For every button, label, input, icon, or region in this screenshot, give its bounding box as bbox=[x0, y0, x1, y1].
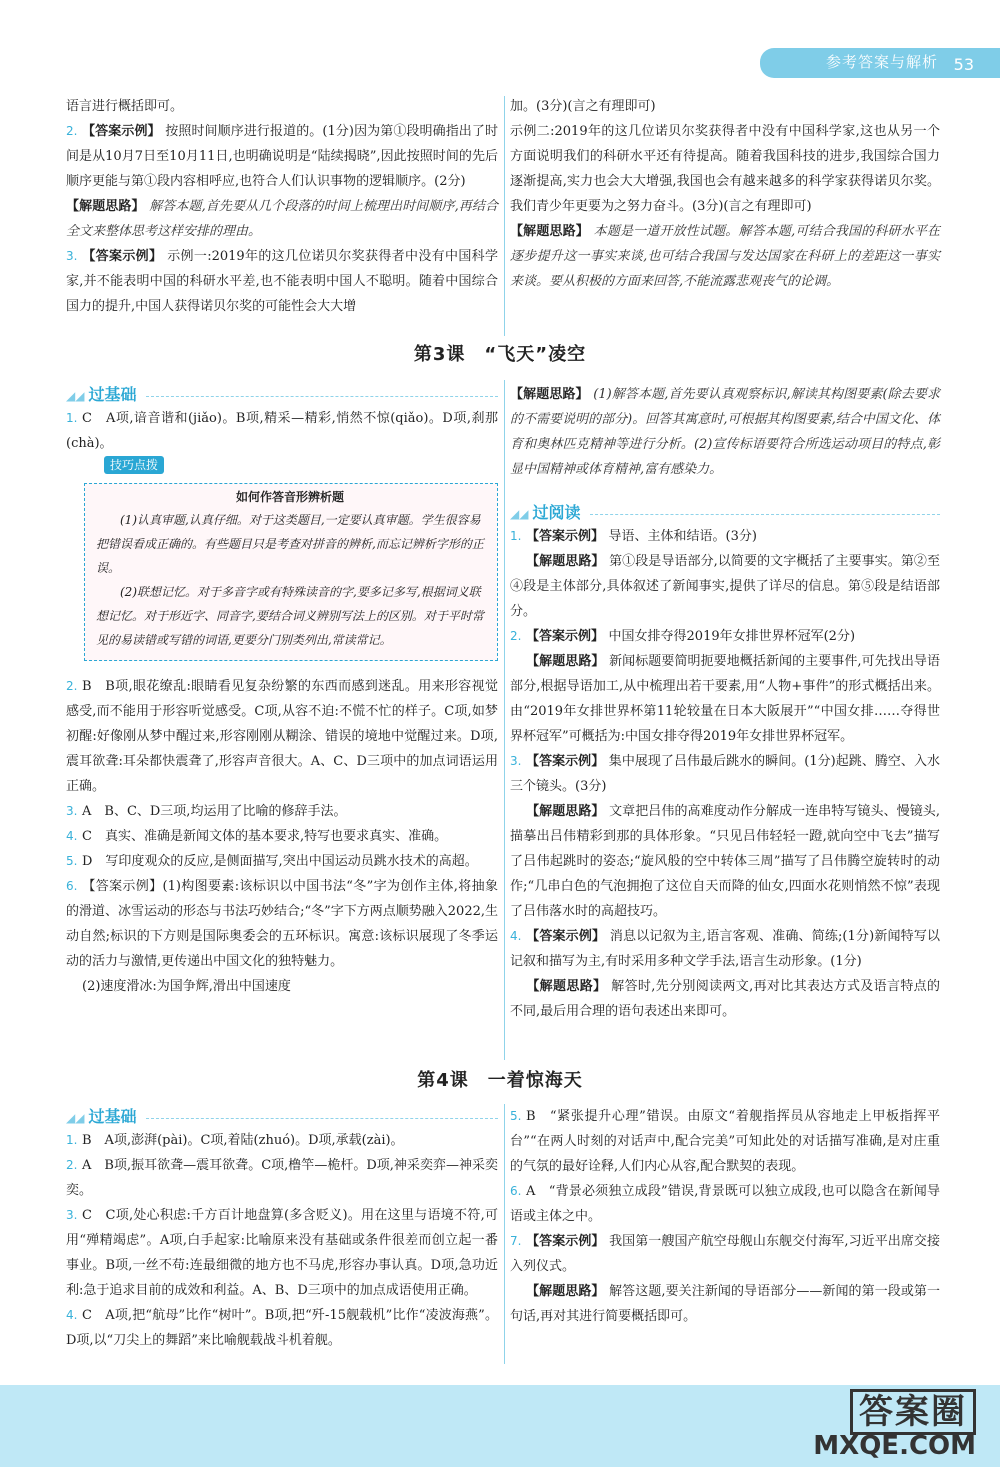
entry-text: 集中展现了吕伟最后跳水的瞬间。(1分)起跳、腾空、入水三个镜头。(3分) bbox=[510, 754, 940, 794]
answer-tag: 【解题思路】 bbox=[526, 554, 610, 569]
lesson4-right-entry bbox=[510, 1179, 940, 1229]
lesson4-left-entry bbox=[66, 1128, 498, 1153]
entry-text: C A项,把“航母”比作“树叶”。B项,把“歼-15舰载机”比作“凌波海燕”。D项,以“刀尖上的舞蹈”来比喻舰载战斗机着舰。 bbox=[66, 1308, 498, 1348]
lesson3-right-top bbox=[510, 382, 940, 482]
lesson3-left-entry bbox=[66, 874, 498, 974]
answer-tag: 【答案示例】 bbox=[526, 629, 609, 644]
entry-text: 中国女排夺得2019年女排世界杯冠军(2分) bbox=[608, 629, 856, 644]
lesson3-left-items bbox=[66, 406, 498, 456]
entry-text: C 真实、准确是新闻文体的基本要求,特写也要求真实、准确。 bbox=[82, 829, 448, 844]
item-number: 5. bbox=[66, 854, 78, 868]
entry-text: 【答案示例】(1)构图要素:该标识以中国书法“冬”字为创作主体,将抽象的滑道、冰雪运动的形态与书法巧妙结合;“冬”字下方两点顺势融入2022,生动自然;标识的下方则是国际奥委会的五环标识。寓意:该标识展现了冬季运动的活力与激情,更传递出中国文化的独特魅力。 bbox=[66, 879, 498, 969]
item-number: 6. bbox=[66, 879, 78, 893]
entry-text: A B、C、D三项,均运用了比喻的修辞手法。 bbox=[82, 804, 347, 819]
tip-paragraph: (2)联想记忆。对于多音字或有特殊读音的字,要多记多写,根据词义联想记忆。对于形近字、同音字,要结合词义辨别写法上的区别。对于平时常见的易读错或写错的词语,更要分门别类列出,常读常记。 bbox=[96, 585, 484, 647]
lesson3-left-entry bbox=[66, 849, 498, 874]
lesson4-right-entry bbox=[510, 1104, 940, 1179]
item-number: 4. bbox=[66, 1308, 78, 1322]
top-left-entry bbox=[66, 119, 498, 194]
entry-text: B “紧张提升心理”错误。由原文“着舰指挥员从容地走上甲板指挥平台”“在两人时刻的对话声中,配合完美”可知此处的对话描写准确,是对庄重的气氛的最好诠释,人们内心从容,配合默契的表现。 bbox=[510, 1109, 940, 1174]
item-number: 3. bbox=[510, 754, 522, 768]
answer-tag: 【解题思路】 bbox=[526, 654, 610, 669]
lesson3-basic-heading: ◢◢ 过基础 bbox=[66, 382, 498, 406]
item-number: 2. bbox=[66, 124, 78, 138]
tip-title: 如何作答音形辨析题 bbox=[235, 490, 344, 504]
entry-text: A B项,振耳欲聋—震耳欲聋。C项,橹竿—桅杆。D项,神采奕弈—神采奕奕。 bbox=[66, 1158, 498, 1198]
top-left-column bbox=[66, 94, 498, 319]
lesson4-right-entry bbox=[510, 1229, 940, 1279]
item-number: 4. bbox=[510, 929, 522, 943]
entry-text: 解答本题,首先要从几个段落的时间上梳理出时间顺序,再结合全文来整体思考这样安排的理由。 bbox=[66, 199, 498, 239]
entry-text: 解答这题,要关注新闻的导语部分——新闻的第一段或第一句话,再对其进行简要概括即可。 bbox=[510, 1284, 940, 1324]
entry-text: D 写印度观众的反应,是侧面描写,突出中国运动员跳水技术的高超。 bbox=[82, 854, 478, 869]
item-number: 2. bbox=[66, 1158, 78, 1172]
item-number: 1. bbox=[510, 529, 522, 543]
tip-body bbox=[96, 508, 488, 652]
lesson3-right-items bbox=[510, 524, 940, 1024]
entry-text: 本题是一道开放性试题。解答本题,可结合我国的科研水平在逐步提升这一事实来谈,也可结合我国与发达国家在科研上的差距这一事实来谈。要从积极的方面来回答,不能流露悲观丧气的论调。 bbox=[510, 224, 940, 289]
top-left-entry bbox=[66, 194, 498, 244]
lesson3-right-entry bbox=[510, 649, 940, 749]
item-number: 6. bbox=[510, 1184, 522, 1198]
item-number: 2. bbox=[66, 679, 78, 693]
column-divider-mid bbox=[504, 380, 505, 1060]
entry-text: B B项,眼花缭乱:眼睛看见复杂纷繁的东西而感到迷乱。用来形容视觉感受,而不能用于形容听觉感受。C项,从容不迫:不慌不忙的样子。C项,如梦初醒:好像刚从梦中醒过来,形容刚刚从糊涂、错误的境地中觉醒过来。D项,震耳欲聋:耳朵都快震聋了,形容声音很大。A、C、D三项中的加点词语运用正确。 bbox=[66, 679, 498, 794]
entry-text: 按照时间顺序进行报道的。(1分)因为第①段明确指出了时间是从10月7日至10月11日,也明确说明是“陆续揭晓”,因此按照时间的先后顺序更能与第①段内容相呼应,也符合人们认识事物的逻辑顺序。(2分) bbox=[66, 124, 498, 189]
lesson3-left-entry bbox=[66, 824, 498, 849]
lesson3-left-entry bbox=[66, 974, 498, 999]
entry-text: 导语、主体和结语。(3分) bbox=[608, 529, 757, 544]
entry-text: (2)速度滑冰:为国争辉,滑出中国速度 bbox=[82, 979, 291, 994]
lesson3-right-entry bbox=[510, 749, 940, 799]
top-right-entry bbox=[510, 119, 940, 219]
header-label: 参考答案与解析 bbox=[825, 53, 938, 71]
lesson4-left-items bbox=[66, 1128, 498, 1353]
lesson3-right-entry bbox=[510, 624, 940, 649]
lesson3-right-entry bbox=[510, 382, 940, 482]
answer-tag: 【解题思路】 bbox=[510, 387, 594, 402]
entry-text: C A项,谙音谐和(jiǎo)。B项,精采—精彩,悄然不惊(qiǎo)。D项,刹那(chà)。 bbox=[66, 411, 498, 451]
watermark-site: MXQE.COM bbox=[813, 1431, 976, 1461]
answer-tag: 【解题思路】 bbox=[526, 979, 612, 994]
answer-tag: 【解题思路】 bbox=[526, 1284, 610, 1299]
item-number: 3. bbox=[66, 249, 78, 263]
item-number: 7. bbox=[510, 1234, 522, 1248]
lesson3-left-entry bbox=[66, 406, 498, 456]
entry-text: 加。(3分)(言之有理即可) bbox=[510, 99, 656, 114]
lesson3-right-entry bbox=[510, 524, 940, 549]
tip-badge: 技巧点拨 bbox=[104, 456, 164, 474]
entry-text: (1)解答本题,首先要认真观察标识,解读其构图要素(除去要求的不需要说明的部分)。回答其寓意时,可根据其构图要素,结合中国文化、体育和奥林匹克精神等进行分析。(2)宣传标语要符合所选运动项目的特点,彰显中国精神或体育精神,富有感染力。 bbox=[510, 387, 940, 477]
watermark-logo bbox=[813, 1392, 976, 1461]
item-number: 1. bbox=[66, 1133, 78, 1147]
lesson4-left-entry bbox=[66, 1153, 498, 1203]
entry-text: 解答时,先分别阅读两文,再对比其表达方式及语言特点的不同,最后用合理的语句表述出来即可。 bbox=[510, 979, 941, 1019]
entry-text: C C项,处心积虑:千方百计地盘算(多含贬义)。用在这里与语境不符,可用“殚精竭虑”。A项,白手起家:比喻原来没有基础或条件很差而创立起一番事业。B项,一丝不苟:连最细微的地方也不马虎,形容办事认真。D项,急功近利:急于追求目前的成效和利益。A、B、D三项中的加点成语使用正确。 bbox=[66, 1208, 498, 1298]
top-left-entry bbox=[66, 94, 498, 119]
answer-tag: 【解题思路】 bbox=[526, 804, 610, 819]
lesson3-title: 第3课 “飞天”凌空 bbox=[413, 344, 587, 365]
watermark-main: 答案圈 bbox=[850, 1389, 976, 1435]
entry-text: 新闻标题要简明扼要地概括新闻的主要事件,可先找出导语部分,根据导语加工,从中梳理出若干要素,用“人物+事件”的形式概括出来。由“2019年女排世界杯第11轮较量在日本大阪展开”“中国女排……夺得世界杯冠军”可概括为:中国女排夺得2019年女排世界杯冠军。 bbox=[510, 654, 940, 744]
answer-tag: 【解题思路】 bbox=[510, 224, 594, 239]
lesson3-right-entry bbox=[510, 549, 940, 624]
tip-paragraph: (1)认真审题,认真仔细。对于这类题目,一定要认真审题。学生很容易把错误看成正确的。有些题目只是考查对拼音的辨析,而忘记辨析字形的正误。 bbox=[96, 513, 484, 575]
item-number: 2. bbox=[510, 629, 522, 643]
header-tab bbox=[760, 48, 1000, 78]
top-right-entry bbox=[510, 219, 940, 294]
lesson3-reading-heading: ◢◢ 过阅读 bbox=[510, 500, 940, 524]
top-right-column bbox=[510, 94, 940, 294]
answer-tag: 【答案示例】 bbox=[526, 1234, 610, 1249]
column-divider-top bbox=[504, 96, 505, 336]
lesson3-right-entry bbox=[510, 799, 940, 924]
answer-tag: 【解题思路】 bbox=[66, 199, 150, 214]
entry-text: 我国第一艘国产航空母舰山东舰交付海军,习近平出席交接入列仪式。 bbox=[510, 1234, 940, 1274]
item-number: 3. bbox=[66, 1208, 78, 1222]
lesson4-left-entry bbox=[66, 1303, 498, 1353]
top-right-entry bbox=[510, 94, 940, 119]
lesson4-title: 第4课 一着惊海天 bbox=[417, 1070, 583, 1091]
lesson4-right-entry bbox=[510, 1279, 940, 1329]
lesson4-basic-heading: ◢◢ 过基础 bbox=[66, 1104, 498, 1128]
top-left-entry bbox=[66, 244, 498, 319]
lesson3-left-entry bbox=[66, 799, 498, 824]
column-divider-bottom bbox=[504, 1104, 505, 1364]
entry-text: 文章把吕伟的高难度动作分解成一连串特写镜头、慢镜头,描摹出吕伟精彩到那的具体形象。“只见吕伟轻轻一蹬,就向空中飞去”描写了吕伟起跳时的姿态;“旋风般的空中转体三周”描写了吕伟腾空旋转时的动作;“几串白色的气泡拥抱了这位自天而降的仙女,四面水花则悄然不惊”表现了吕伟落水时的高超技巧。 bbox=[510, 804, 940, 919]
answer-tag: 【答案示例】 bbox=[82, 249, 168, 264]
entry-text: 示例二:2019年的这几位诺贝尔奖获得者中没有中国科学家,这也从另一个方面说明我们的科研水平还有待提高。随着我国科技的进步,我国综合国力逐渐提高,实力也会大大增强,我国也会有越来越多的科学家获得诺贝尔奖。我们青少年更要为之努力奋斗。(3分)(言之有理即可) bbox=[510, 124, 940, 214]
entry-text: 消息以记叙为主,语言客观、准确、简练;(1分)新闻特写以记叙和描写为主,有时采用多种文学手法,语言生动形象。(1分) bbox=[510, 929, 940, 969]
entry-text: 语言进行概括即可。 bbox=[66, 99, 184, 114]
item-number: 4. bbox=[66, 829, 78, 843]
lesson4-left-entry bbox=[66, 1203, 498, 1303]
entry-text: B A项,澎湃(pài)。C项,着陆(zhuó)。D项,承载(zài)。 bbox=[82, 1133, 404, 1148]
lesson4-right-items bbox=[510, 1104, 940, 1329]
entry-text: A “背景必须独立成段”错误,背景既可以独立成段,也可以隐含在新闻导语或主体之中。 bbox=[510, 1184, 940, 1224]
entry-text: 第①段是导语部分,以简要的文字概括了主要事实。第②至④段是主体部分,具体叙述了新闻事实,提供了详尽的信息。第⑤段是结语部分。 bbox=[510, 554, 940, 619]
lesson3-left-items-2 bbox=[66, 674, 498, 999]
answer-tag: 【答案示例】 bbox=[526, 529, 609, 544]
answer-tag: 【答案示例】 bbox=[526, 929, 610, 944]
page-number-icon: 53 bbox=[953, 55, 974, 74]
lesson3-right-entry bbox=[510, 974, 940, 1024]
answer-tag: 【答案示例】 bbox=[526, 754, 609, 769]
answer-tag: 【答案示例】 bbox=[82, 124, 166, 139]
item-number: 5. bbox=[510, 1109, 522, 1123]
item-number: 3. bbox=[66, 804, 78, 818]
lesson3-right-entry bbox=[510, 924, 940, 974]
item-number: 1. bbox=[66, 411, 78, 425]
lesson3-left-entry bbox=[66, 674, 498, 799]
entry-text: 示例一:2019年的这几位诺贝尔奖获得者中没有中国科学家,并不能表明中国的科研水平差,也不能表明中国人不聪明。随着中国综合国力的提升,中国人获得诺贝尔奖的可能性会大大增 bbox=[66, 249, 499, 314]
